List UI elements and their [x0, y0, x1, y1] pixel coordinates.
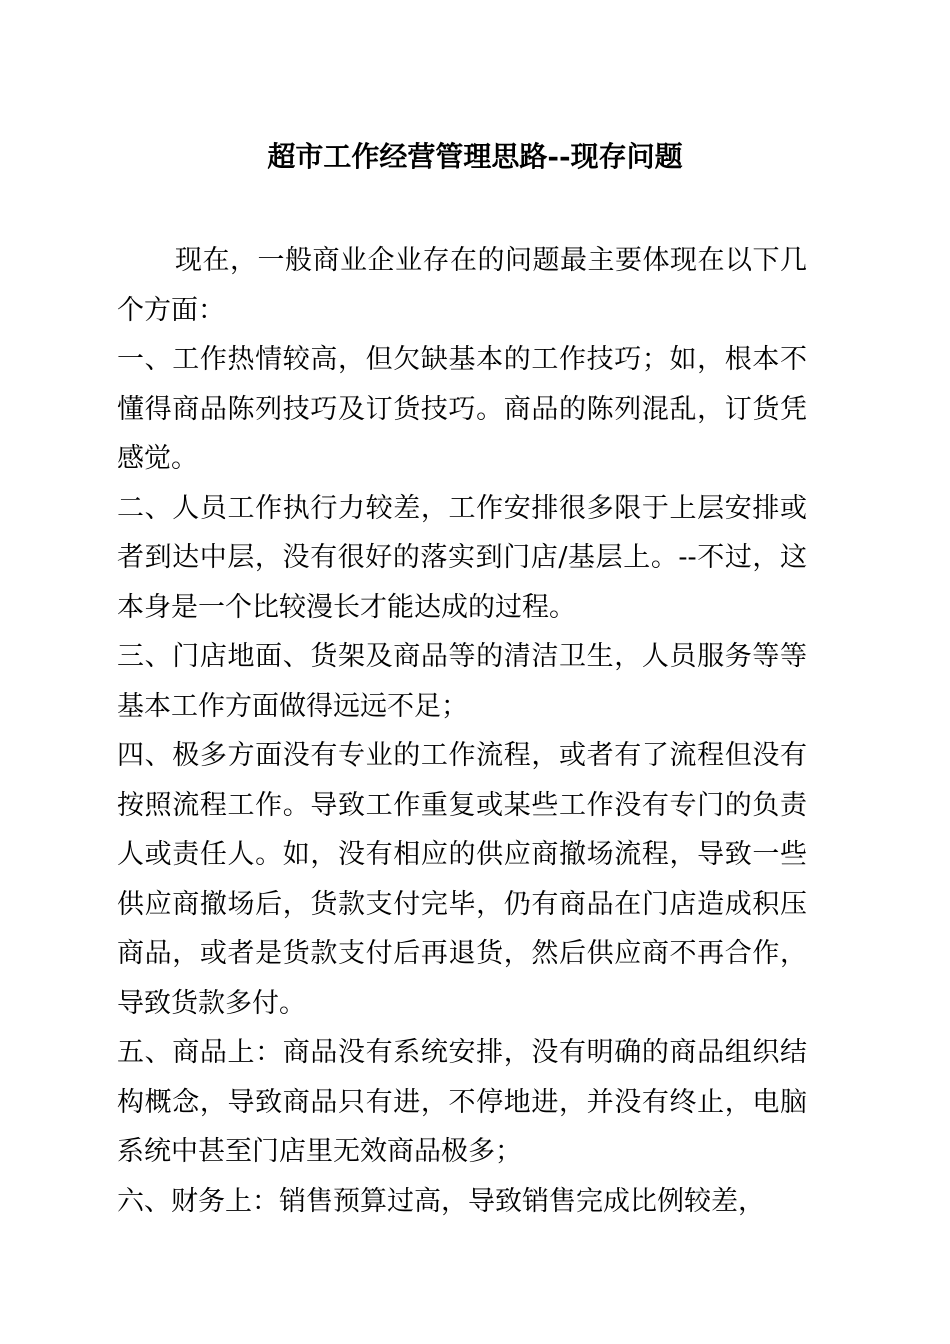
paragraph-item-6: 六、财务上：销售预算过高，导致销售完成比例较差， — [117, 1185, 765, 1217]
paragraph-item-1: 一、工作热情较高，但欠缺基本的工作技巧；如，根本不懂得商品陈列技巧及订货技巧。商品的陈列混乱，订货凭感觉。 — [117, 344, 807, 474]
paragraph-item-2: 二、人员工作执行力较差，工作安排很多限于上层安排或者到达中层，没有很好的落实到门店/基层上。--不过，这本身是一个比较漫长才能达成的过程。 — [117, 492, 807, 623]
paragraph-item-4: 四、极多方面没有专业的工作流程，或者有了流程但没有按照流程工作。导致工作重复或某些工作没有专门的负责人或责任人。如，没有相应的供应商撤场流程，导致一些供应商撤场后，货款支付完毕，仍有商品在门店造成积压商品，或者是货款支付后再退货，然后供应商不再合作，导致货款多付。 — [117, 740, 807, 1019]
paragraph-item-5: 五、商品上：商品没有系统安排，没有明确的商品组织结构概念，导致商品只有进，不停地进，并没有终止，电脑系统中甚至门店里无效商品极多； — [117, 1037, 807, 1167]
paragraph-item-3: 三、门店地面、货架及商品等的清洁卫生，人员服务等等基本工作方面做得远远不足； — [117, 641, 807, 722]
document-body — [117, 236, 807, 1226]
paragraph-intro: 现在，一般商业企业存在的问题最主要体现在以下几个方面： — [117, 245, 807, 326]
document-title: 超市工作经营管理思路--现存问题 — [267, 140, 683, 173]
